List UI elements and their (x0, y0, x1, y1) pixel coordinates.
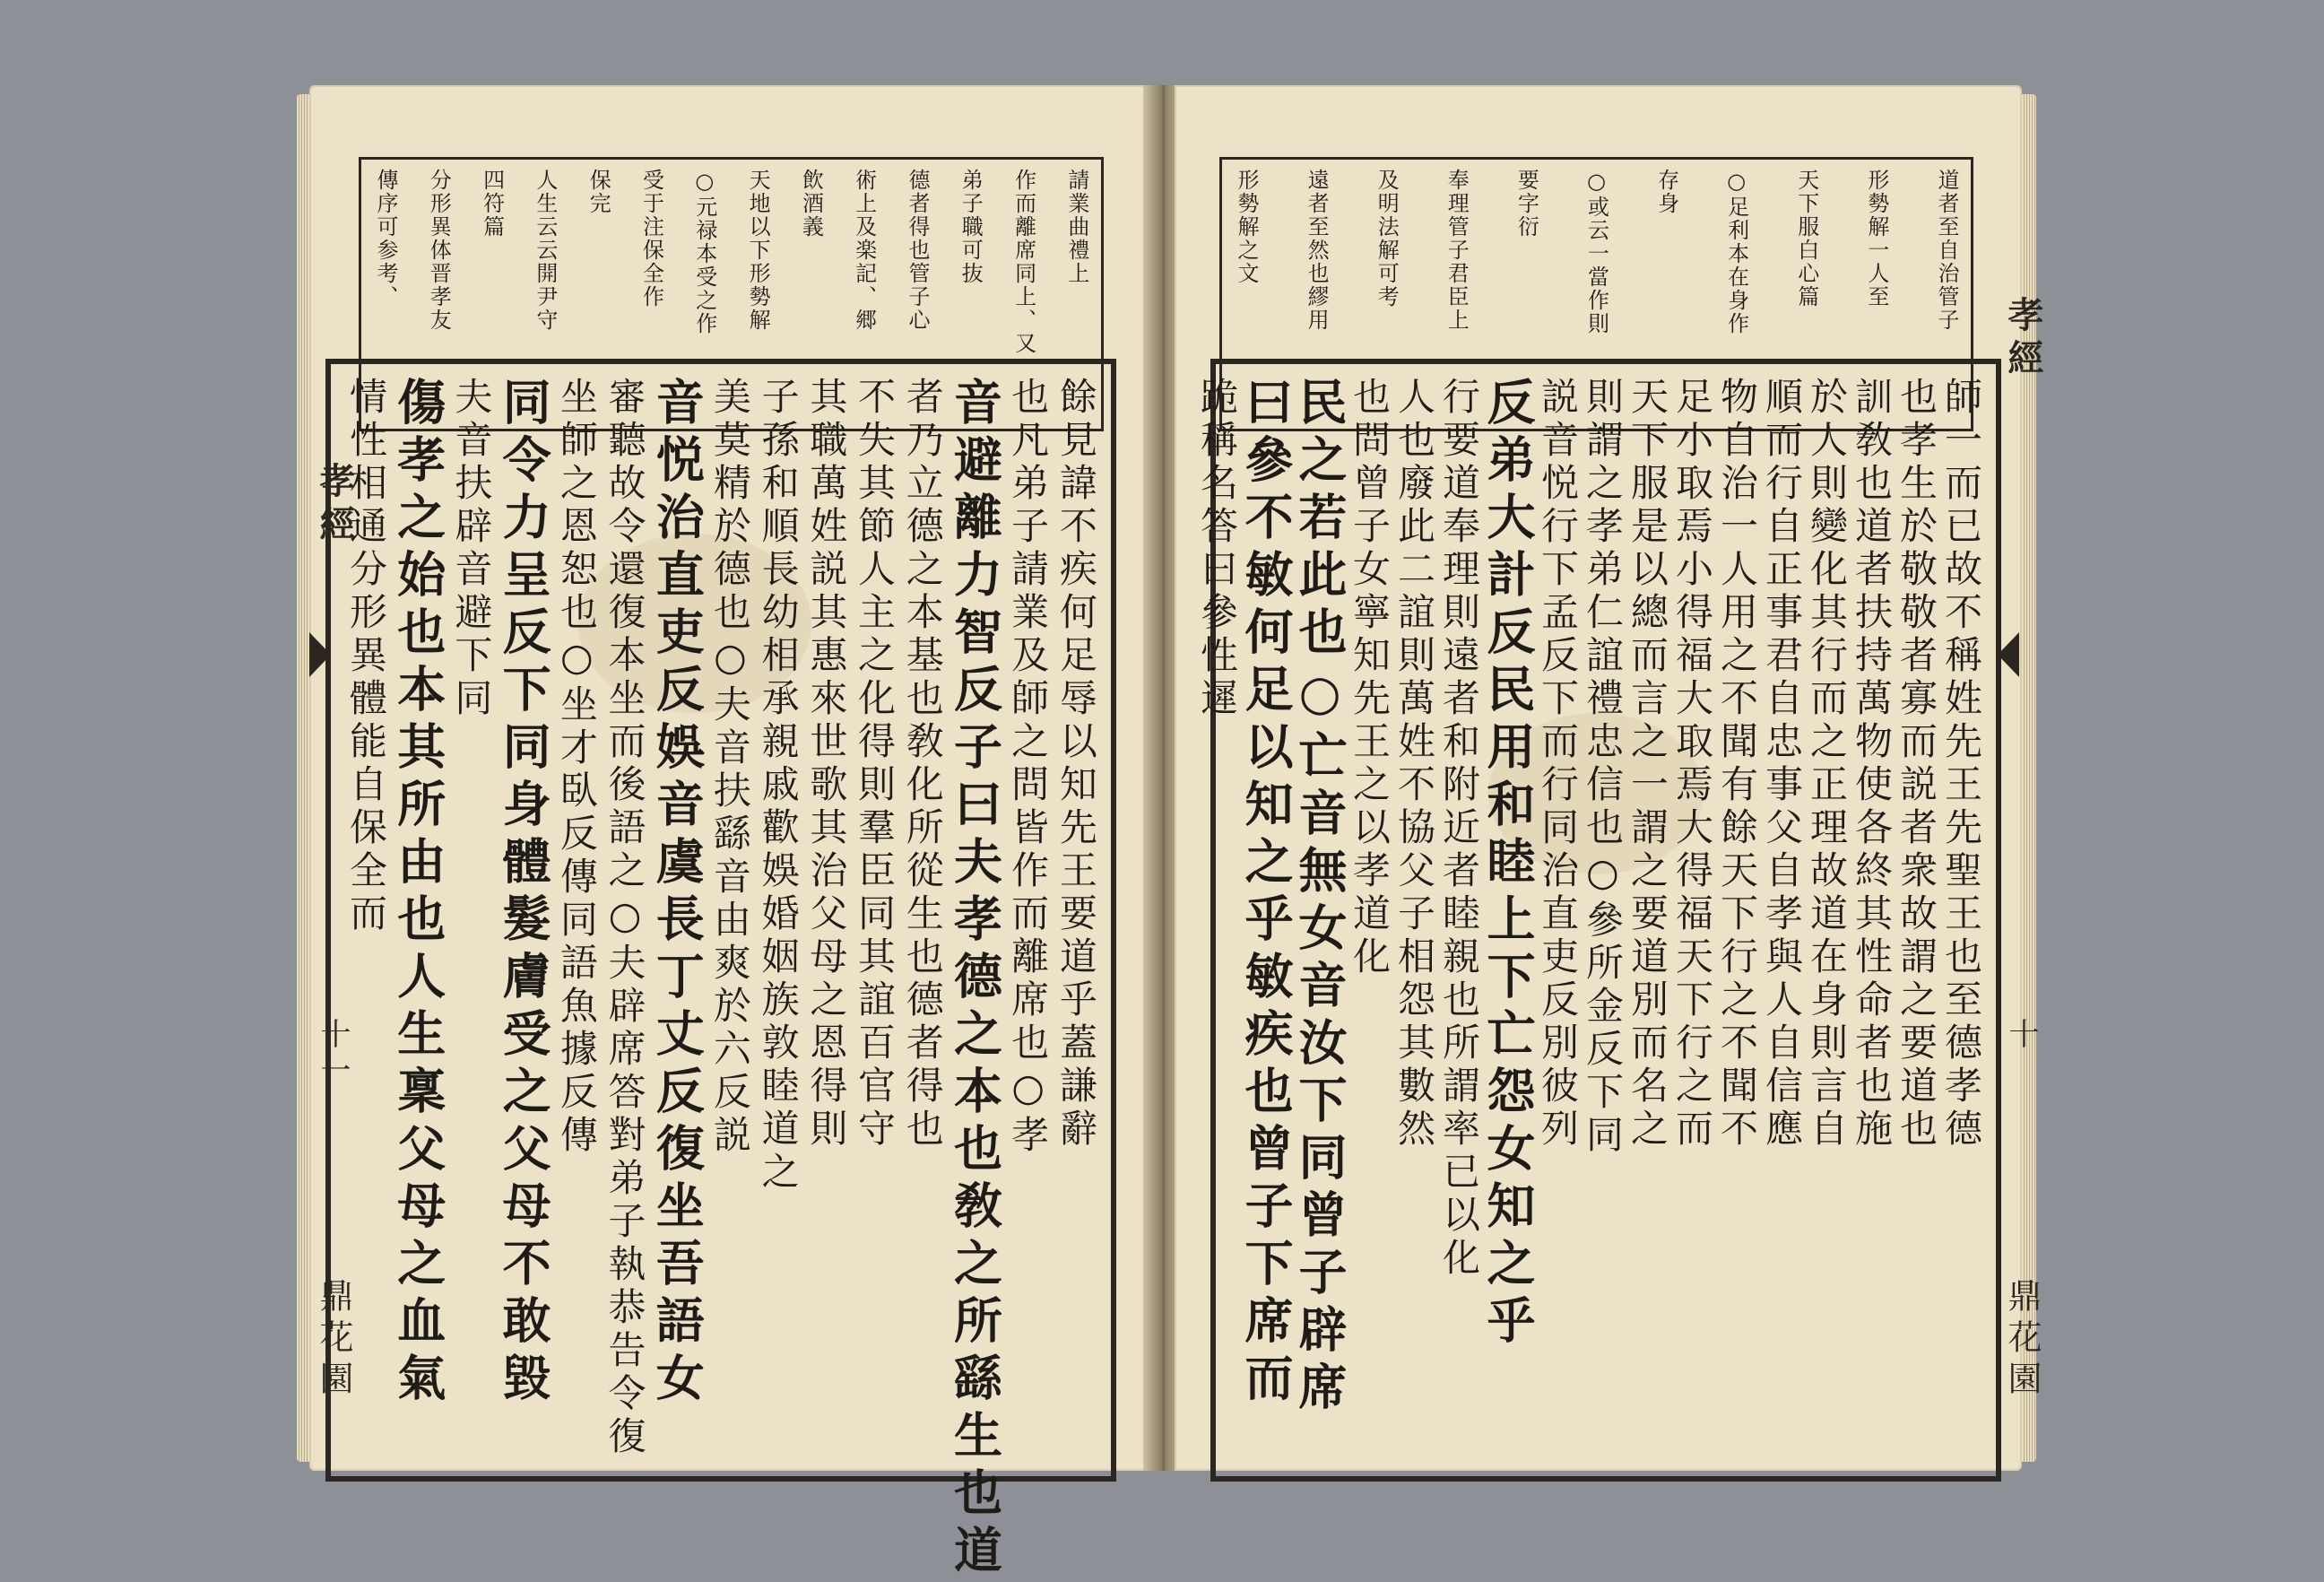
note-column: 存身 (1653, 169, 1679, 215)
note-column: 弟子職可抜 (958, 169, 984, 285)
note-column: 人生云云開尹守 (532, 169, 558, 332)
commentary-column: 物自治一人用之不聞有餘天下行之不聞不 (1715, 377, 1759, 1152)
right-running-title: 孝經 (2002, 296, 2044, 382)
note-column: 保完 (585, 169, 611, 215)
note-column: 分形異体晋孝友 (426, 169, 452, 332)
scripture-column: 同令力呈反下同身體髮膚受之父母不敢毀 (495, 377, 553, 1410)
note-column: 術上及楽記、郷 (851, 169, 877, 332)
commentary-column: 其職萬姓説其惠來世歌其治父母之恩得則 (804, 377, 849, 1152)
commentary-column: 人也廢此二誼則萬姓不協父子相怨其數然 (1392, 377, 1436, 1152)
left-publisher: 鼎花園 (314, 1278, 353, 1402)
commentary-column: 於人則變化其行而之正理故道在身則言自 (1805, 377, 1849, 1152)
commentary-column: 也孝生於敬敬者寡而説者衆故謂之要道也 (1895, 377, 1938, 1152)
right-folio: 十 (2003, 1018, 2039, 1054)
scripture-column: 音悦治直吏反娛音虞長丁丈反復坐吾語女 (648, 377, 707, 1410)
commentary-column: 跪稱名答曰參性遲 (1195, 377, 1239, 721)
commentary-column: 訓敎也道者扶持萬物使各終其性命者也施 (1850, 377, 1894, 1152)
note-column: 要字衍 (1513, 169, 1539, 239)
commentary-column: 行要道奉理則遠者和附近者睦親也所謂率已以化 (1437, 377, 1481, 1281)
commentary-column: 夫音扶辟音避下同 (449, 377, 494, 721)
commentary-column: 餘見諱不疾何足辱以知先王要道乎蓋謙辭 (1054, 377, 1098, 1152)
note-column: 作而離席同上、又 (1010, 169, 1036, 355)
commentary-column: 不失其節人主之化得則羣臣同其誼百官守 (853, 377, 898, 1152)
left-main-text (343, 377, 1098, 1582)
left-main-text-frame (325, 359, 1116, 1582)
commentary-column: 美莫精於德也○夫音扶繇音由爽於六反説 (707, 377, 752, 1158)
note-column: ○元禄本受之作 (691, 169, 717, 335)
left-page (309, 85, 1152, 1582)
note-column: 天地以下形勢解 (745, 169, 771, 332)
commentary-column: 情性相通分形異體能自保全而 (344, 377, 388, 936)
commentary-column: 坐師之恩恕也○坐才臥反傳同語魚據反傳 (554, 377, 599, 1158)
note-column: 遠者至然也繆用 (1304, 169, 1330, 332)
left-folio: 十一 (315, 1018, 351, 1090)
note-column: 德者得也管子心 (904, 169, 930, 332)
note-column: 飲酒義 (798, 169, 824, 239)
note-column: 奉理管子君臣上 (1444, 169, 1470, 332)
commentary-column: 足小取焉小得福大取焉大得福天下行之而 (1670, 377, 1714, 1152)
right-publisher: 鼎花園 (2002, 1278, 2042, 1402)
scripture-column: 民之若此也○亡音無女音汝下同曾子辟席 (1291, 377, 1348, 1419)
note-column: 天下服白心篇 (1793, 169, 1819, 309)
commentary-column: 也凡弟子請業及師之問皆作而離席也○孝 (1006, 377, 1051, 1158)
left-page-edges (297, 94, 309, 1462)
note-column: 及明法解可考 (1374, 169, 1400, 309)
commentary-column: 順而行自正事君自忠事父自孝與人自信應 (1760, 377, 1804, 1152)
right-main-text-frame (1195, 359, 2001, 1482)
commentary-column: 天下服是以總而言之一謂之要道別而名之 (1626, 377, 1669, 1152)
commentary-column: 子孫和順長幼相承親戚歡娛婚姻族敦睦道之 (756, 377, 801, 1195)
note-column: 受于注保全作 (638, 169, 664, 309)
commentary-column: 師一而已故不稱姓先王先聖王也至德孝德 (1939, 377, 1983, 1152)
right-page (1175, 85, 2044, 1471)
scripture-column: 曰參不敏何足以知之乎敏疾也曾子下席而 (1237, 377, 1295, 1410)
commentary-column: 則謂之孝弟仁誼禮忠信也○參所金反下同 (1581, 377, 1625, 1158)
commentary-column: 也問曾子女寧知先王之以孝道化 (1348, 377, 1392, 979)
commentary-column: 説音悦行下孟反下而行同治直吏反別彼列 (1536, 377, 1580, 1152)
right-main-text (1195, 377, 1983, 1464)
open-book (309, 85, 2044, 1582)
note-column: 傳序可参考、 (373, 169, 398, 309)
left-running-title: 孝經 (314, 462, 356, 548)
note-column: 形勢解之文 (1234, 169, 1259, 285)
note-column: ○或云一當作則 (1583, 169, 1609, 335)
scripture-column: 音避離力智反子曰夫孝德之本也敎之所繇生也道 (946, 377, 1004, 1582)
note-column: 道者至自治管子 (1933, 169, 1959, 332)
note-column: 四符篇 (479, 169, 505, 239)
scripture-column: 傷孝之始也本其所由也人生稟父母之血氣 (389, 377, 447, 1410)
note-column: 形勢解一人至 (1863, 169, 1889, 309)
commentary-column: 審聽故令還復本坐而後語之○夫辟席答對弟子執恭告令復 (603, 377, 647, 1459)
note-column: 請業曲禮上 (1063, 169, 1089, 285)
commentary-column: 者乃立德之本基也敎化所從生也德者得也 (900, 377, 945, 1152)
note-column: ○足利本在身作 (1723, 169, 1749, 335)
scripture-column: 反弟大計反民用和睦上下亡怨女知之乎 (1479, 377, 1537, 1352)
